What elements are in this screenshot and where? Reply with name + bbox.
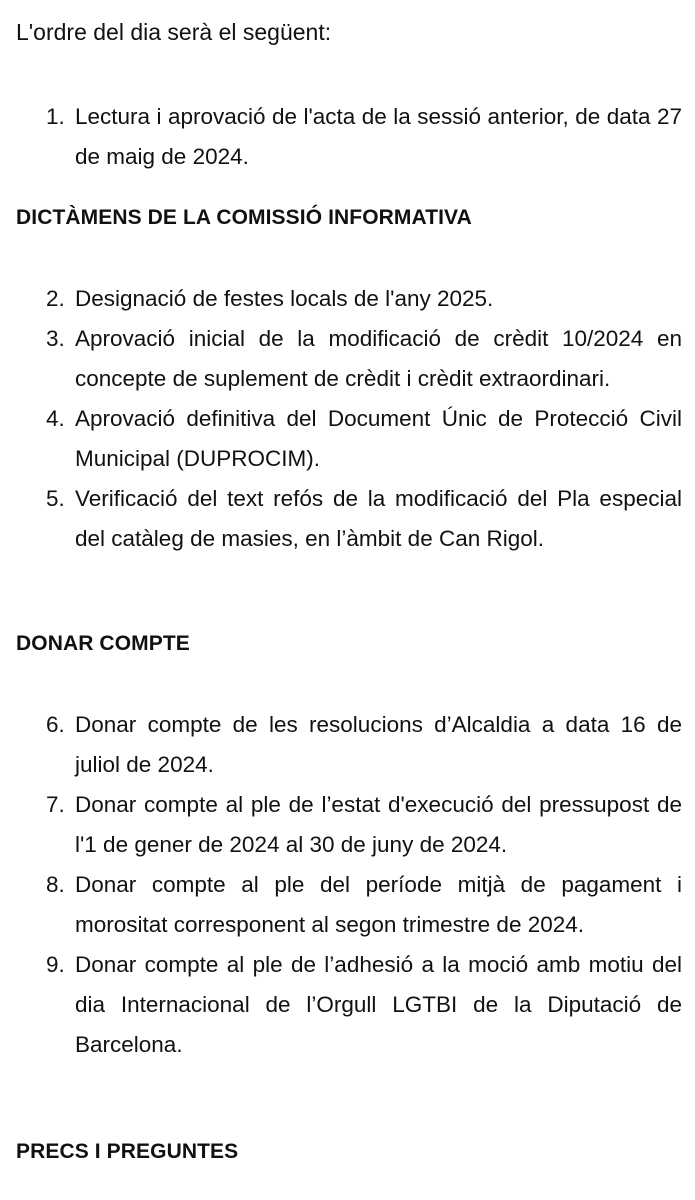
agenda-item-2 [46,279,682,319]
section-heading-donar-compte: DONAR COMPTE [16,632,190,655]
item-text: Designació de festes locals de l'any 2025. [75,286,494,311]
agenda-item-7 [46,785,682,865]
agenda-item-4 [46,399,682,479]
item-text: Donar compte al ple de l’estat d'execució del pressupost de l'1 de gener de 2024 al 30 de juny de 2024. [75,792,682,857]
item-number: 9. [46,952,65,977]
agenda-item-5 [46,479,682,559]
section-heading-dictamens: DICTÀMENS DE LA COMISSIÓ INFORMATIVA [16,206,472,229]
item-number: 1. [46,104,65,129]
intro-text: L'ordre del dia serà el següent: [16,19,332,45]
item-text: Aprovació inicial de la modificació de crèdit 10/2024 en concepte de suplement de crèdit i crèdit extraordinari. [75,326,682,391]
agenda-item-6 [46,705,682,785]
item-number: 5. [46,486,65,511]
item-number: 8. [46,872,65,897]
item-text: Donar compte de les resolucions d’Alcaldia a data 16 de juliol de 2024. [75,712,682,777]
agenda-item-1 [46,97,682,177]
item-text: Lectura i aprovació de l'acta de la sessió anterior, de data 27 de maig de 2024. [75,104,682,169]
item-text: Aprovació definitiva del Document Únic de Protecció Civil Municipal (DUPROCIM). [75,406,682,471]
agenda-list-2 [46,279,682,559]
agenda-item-3 [46,319,682,399]
item-text: Donar compte al ple de l’adhesió a la moció amb motiu del dia Internacional de l’Orgull LGTBI de la Diputació de Barcelona. [75,952,682,1057]
item-text: Donar compte al ple del període mitjà de pagament i morositat corresponent al segon trimestre de 2024. [75,872,682,937]
item-number: 2. [46,286,65,311]
item-number: 7. [46,792,65,817]
agenda-list-3 [46,705,682,1065]
agenda-item-8 [46,865,682,945]
section-heading-precs: PRECS I PREGUNTES [16,1140,239,1163]
agenda-list-1 [46,97,682,177]
item-number: 3. [46,326,65,351]
agenda-item-9 [46,945,682,1065]
item-text: Verificació del text refós de la modificació del Pla especial del catàleg de masies, en l’àmbit de Can Rigol. [75,486,682,551]
item-number: 4. [46,406,65,431]
item-number: 6. [46,712,65,737]
